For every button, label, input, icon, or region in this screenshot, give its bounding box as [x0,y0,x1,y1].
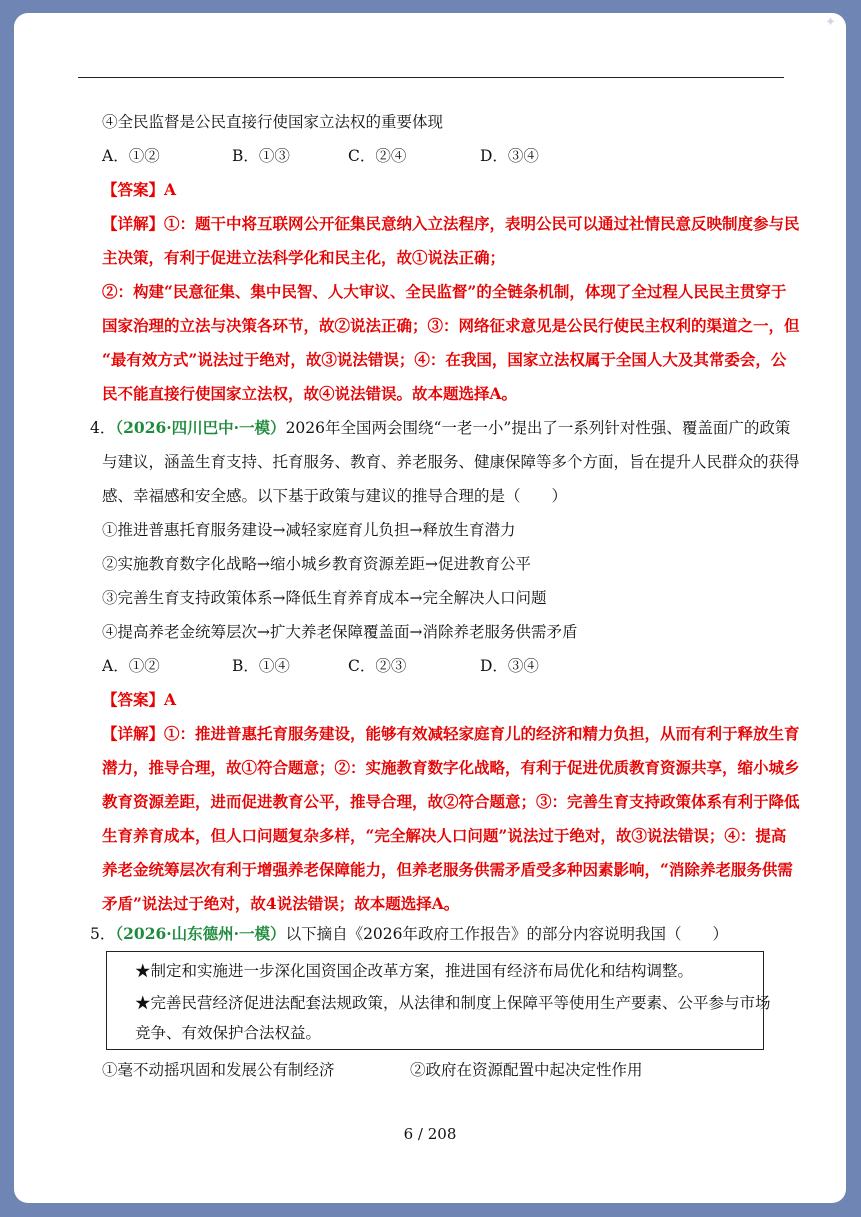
q4-explanation-line: 教育资源差距，进而促进教育公平，推导合理，故②符合题意；③：完善生育支持政策体系有利于降低 [102,792,800,811]
q4-stem-line: 与建议，涵盖生育支持、托育服务、教育、养老服务、健康保障等多个方面，旨在提升人民群众的获得 [102,453,800,471]
q4-number: 4． [90,419,116,437]
q4-explanation-line: 养老金统筹层次有利于增强养老保障能力，但养老服务供需矛盾受多种因素影响，“消除养老服务供需 [102,860,793,879]
q3-option-b: B．①③ [232,147,290,165]
q4-stem-first-line [90,417,790,439]
q3-explanation-line: 民不能直接行使国家立法权，故④说法错误。故本题选择A。 [102,384,518,403]
q3-explanation-line: 国家治理的立法与决策各环节，故②说法正确；③：网络征求意见是公民行使民主权利的渠道之一，但 [102,316,800,335]
q4-answer: 【答案】A [102,690,177,709]
q3-option-d: D．③④ [480,147,539,165]
document-page [14,13,846,1203]
q3-option-c: C．②④ [348,147,407,165]
q4-stem-line: 感、幸福感和安全感。以下基于政策与建议的推导合理的是（ ） [102,487,568,505]
q5-box-line: ★制定和实施进一步深化国资国企改革方案，推进国有经济布局优化和结构调整。 [135,962,694,980]
q5-statement-2: ②政府在资源配置中起决定性作用 [410,1061,643,1079]
q4-option-b: B．①④ [232,657,290,675]
q4-statement-3: ③完善生育支持政策体系→降低生育养育成本→完全解决人口问题 [102,589,547,607]
q3-answer: 【答案】A [102,180,177,199]
q4-option-c: C．②③ [348,657,407,675]
q4-option-a: A．①② [102,657,160,675]
q4-option-d: D．③④ [480,657,539,675]
q5-excerpt-box [106,951,771,1050]
q5-number: 5． [90,925,116,943]
q5-box-line: ★完善民营经济促进法配套法规政策，从法律和制度上保障平等使用生产要素、公平参与市场 [135,994,771,1012]
q4-explanation-line: 矛盾”说法过于绝对，故4说法错误；故本题选择A。 [102,894,460,913]
q4-source: （2026·四川巴中·一模） [115,418,286,437]
q3-explanation-line: 主决策，有利于促进立法科学化和民主化，故①说法正确； [102,248,506,267]
q4-statement-4: ④提高养老金统筹层次→扩大养老保障覆盖面→消除养老服务供需矛盾 [102,623,578,641]
sparkle-icon: ✦ [825,15,836,30]
q3-explanation-line: ②：构建“民意征集、集中民智、人大审议、全民监督”的全链条机制，体现了全过程人民民主贯穿于 [102,282,787,301]
q5-stem-text: 以下摘自《2026年政府工作报告》的部分内容说明我国（ ） [285,925,729,943]
q4-explanation-line: 潜力，推导合理，故①符合题意；②：实施教育数字化战略，有利于促进优质教育资源共享，缩小城乡 [102,758,800,777]
q5-stem [90,923,728,945]
q5-statement-1: ①毫不动摇巩固和发展公有制经济 [102,1061,335,1079]
q5-source: （2026·山东德州·一模） [115,924,286,943]
q5-box-line: 竞争、有效保护合法权益。 [135,1024,322,1042]
q3-explanation-line: 【详解】①：题干中将互联网公开征集民意纳入立法程序，表明公民可以通过社情民意反映制度参与民 [102,214,800,233]
q4-explanation-line: 【详解】①：推进普惠托育服务建设，能够有效减轻家庭育儿的经济和精力负担，从而有利于释放生育 [102,724,800,743]
q4-stem-line: 2026年全国两会围绕“一老一小”提出了一系列针对性强、覆盖面广的政策 [285,419,791,437]
q3-option-a: A．①② [102,147,160,165]
q4-statement-1: ①推进普惠托育服务建设→减轻家庭育儿负担→释放生育潜力 [102,521,516,539]
q4-explanation-line: 生育养育成本，但人口问题复杂多样，“完全解决人口问题”说法过于绝对，故③说法错误；④：提高 [102,826,787,845]
q3-explanation-line: “最有效方式”说法过于绝对，故③说法错误；④：在我国，国家立法权属于全国人大及其常委会，公 [102,350,787,369]
q3-statement-4: ④全民监督是公民直接行使国家立法权的重要体现 [102,113,444,131]
q4-statement-2: ②实施教育数字化战略→缩小城乡教育资源差距→促进教育公平 [102,555,531,573]
header-rule [78,77,784,78]
page-number: 6 / 208 [403,1125,457,1143]
